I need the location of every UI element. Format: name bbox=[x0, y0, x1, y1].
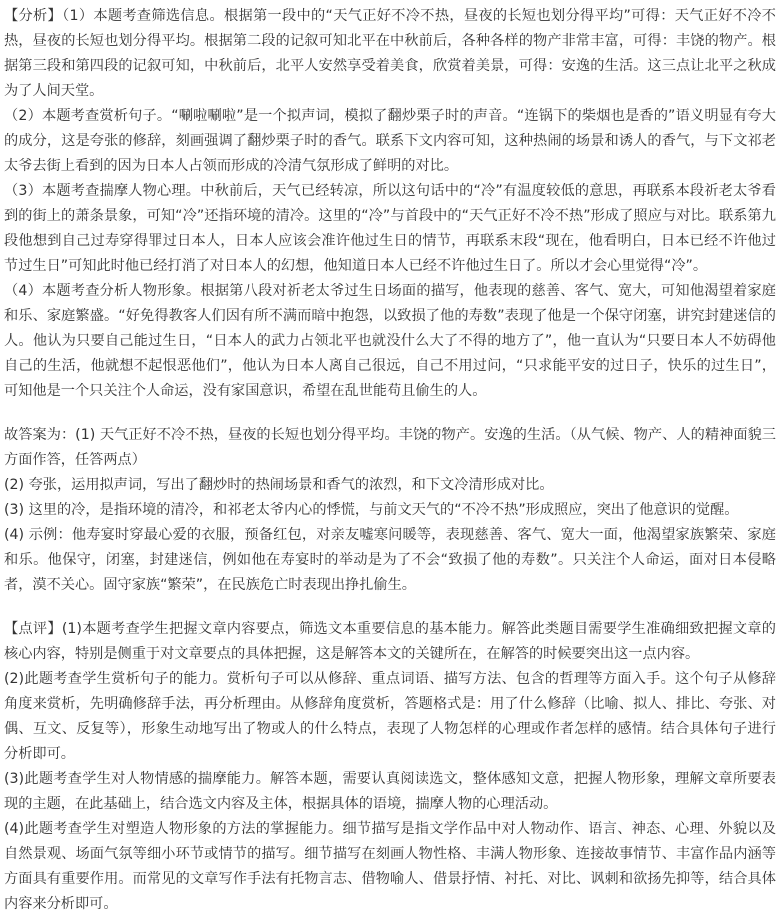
comment-paragraph-3: (3)此题考查学生对人物情感的揣摩能力。解答本题，需要认真阅读选文，整体感知文意，把握人物形象，理解文章所要表现的主题，在此基础上，结合选文内容及主体，根据具体的语境，揣摩人物的心理活动。 bbox=[4, 771, 776, 812]
answer-section bbox=[4, 423, 776, 598]
section-spacer bbox=[4, 404, 776, 423]
analysis-paragraph-3: （3）本题考查揣摩人物心理。中秋前后，天气已经转凉，所以这句话中的“冷”有温度较低的意思，再联系本段祈老太爷看到的街上的萧条景象，可知“冷”还指环境的清冷。这里的“冷”与首段中的“天气正好不冷不热”形成了照应与对比。联系第九段他想到自己过寿穿得罪过日本人，日本人应该会准许他过生日的情节，再联系末段“现在，他看明白，日本已经不许他过节过生日”可知此时他已经打消了对日本人的幻想，他知道日本人已经不许他过生日了。所以才会心里觉得“冷”。 bbox=[4, 183, 776, 274]
answer-paragraph-1: 故答案为：(1) 天气正好不冷不热，昼夜的长短也划分得平均。丰饶的物产。安逸的生活。（从气候、物产、人的精神面貌三方面作答，任答两点） bbox=[4, 427, 776, 468]
comment-paragraph-2: (2)此题考查学生赏析句子的能力。赏析句子可以从修辞、重点词语、描写方法、包含的哲理等方面入手。这个句子从修辞角度来赏析，先明确修辞手法，再分析理由。从修辞角度赏析，答题格式是：用了什么修辞（比喻、拟人、排比、夸张、对偶、互文、反复等），形象生动地写出了物或人的什么特点，表现了人物怎样的心理或作者怎样的感情。结合具体句子进行分析即可。 bbox=[4, 671, 776, 762]
answer-paragraph-4: (4) 示例：他寿宴时穿最心爱的衣服，预备红包，对亲友嘘寒问暖等，表现慈善、客气、宽大一面，他渴望家族繁荣、家庭和乐。他保守，闭塞，封建迷信，例如他在寿宴时的举动是为了不会“致损了他的寿数”。只关注个人命运，面对日本侵略者，漠不关心。固守家族“繁荣”，在民族危亡时表现出挣扎偷生。 bbox=[4, 527, 776, 593]
analysis-section bbox=[4, 4, 776, 404]
section-spacer bbox=[4, 598, 776, 617]
analysis-paragraph-2: （2）本题考查赏析句子。“唰啦唰啦”是一个拟声词，模拟了翻炒栗子时的声音。“连锅下的柴烟也是香的”语义明显有夸大的成分，这是夸张的修辞，刻画强调了翻炒栗子时的香气。联系下文内容可知，这种热闹的场景和诱人的香气，与下文祁老太爷去街上看到的因为日本人占领而形成的冷清气氛形成了鲜明的对比。 bbox=[4, 108, 776, 174]
comment-paragraph-4: (4)此题考查学生对塑造人物形象的方法的掌握能力。细节描写是指文学作品中对人物动作、语言、神态、心理、外貌以及自然景观、场面气氛等细小环节或情节的描写。细节描写在刻画人物性格、丰满人物形象、连接故事情节、丰富作品内涵等方面具有重要作用。而常见的文章写作手法有托物言志、借物喻人、借景抒情、衬托、对比、讽刺和欲扬先抑等，结合具体内容来分析即可。 bbox=[4, 821, 776, 912]
answer-paragraph-3: (3) 这里的冷，是指环境的清冷，和祁老太爷内心的悸慌，与前文天气的“不冷不热”形成照应，突出了他意识的觉醒。 bbox=[4, 502, 739, 518]
answer-paragraph-2: (2) 夸张，运用拟声词，写出了翻炒时的热闹场景和香气的浓烈，和下文冷清形成对比。 bbox=[4, 477, 554, 493]
comment-section bbox=[4, 617, 776, 917]
analysis-paragraph-1: 【分析】（1）本题考查筛选信息。根据第一段中的“天气正好不冷不热，昼夜的长短也划分得平均”可得：天气正好不冷不热，昼夜的长短也划分得平均。根据第二段的记叙可知北平在中秋前后，各种各样的物产非常丰富，可得：丰饶的物产。根据第三段和第四段的记叙可知，中秋前后，北平人安然享受着美食，欣赏着美景，可得：安逸的生活。这三点让北平之秋成为了人间天堂。 bbox=[4, 8, 776, 99]
comment-paragraph-1: 【点评】(1)本题考查学生把握文章内容要点，筛选文本重要信息的基本能力。解答此类题目需要学生准确细致把握文章的核心内容，特别是侧重于对文章要点的具体把握，这是解答本文的关键所在，在解答的时候要突出这一点内容。 bbox=[4, 621, 776, 662]
analysis-paragraph-4: （4）本题考查分析人物形象。根据第八段对祈老太爷过生日场面的描写，他表现的慈善、客气、宽大，可知他渴望着家庭和乐、家庭繁盛。“好免得教客人们因有所不满而暗中抱怨，以致损了他的寿数”表现了他是一个保守闭塞，讲究封建迷信的人。他认为只要自己能过生日，“日本人的武力占领北平也就没什么大了不得的地方了”，他一直认为“只要日本人不妨碍他自己的生活，他就想不起恨恶他们”，他认为日本人离自己很远，自己不用过问，“只求能平安的过日子，快乐的过生日”，可知他是一个只关注个人命运，没有家国意识，希望在乱世能苟且偷生的人。 bbox=[4, 283, 776, 399]
